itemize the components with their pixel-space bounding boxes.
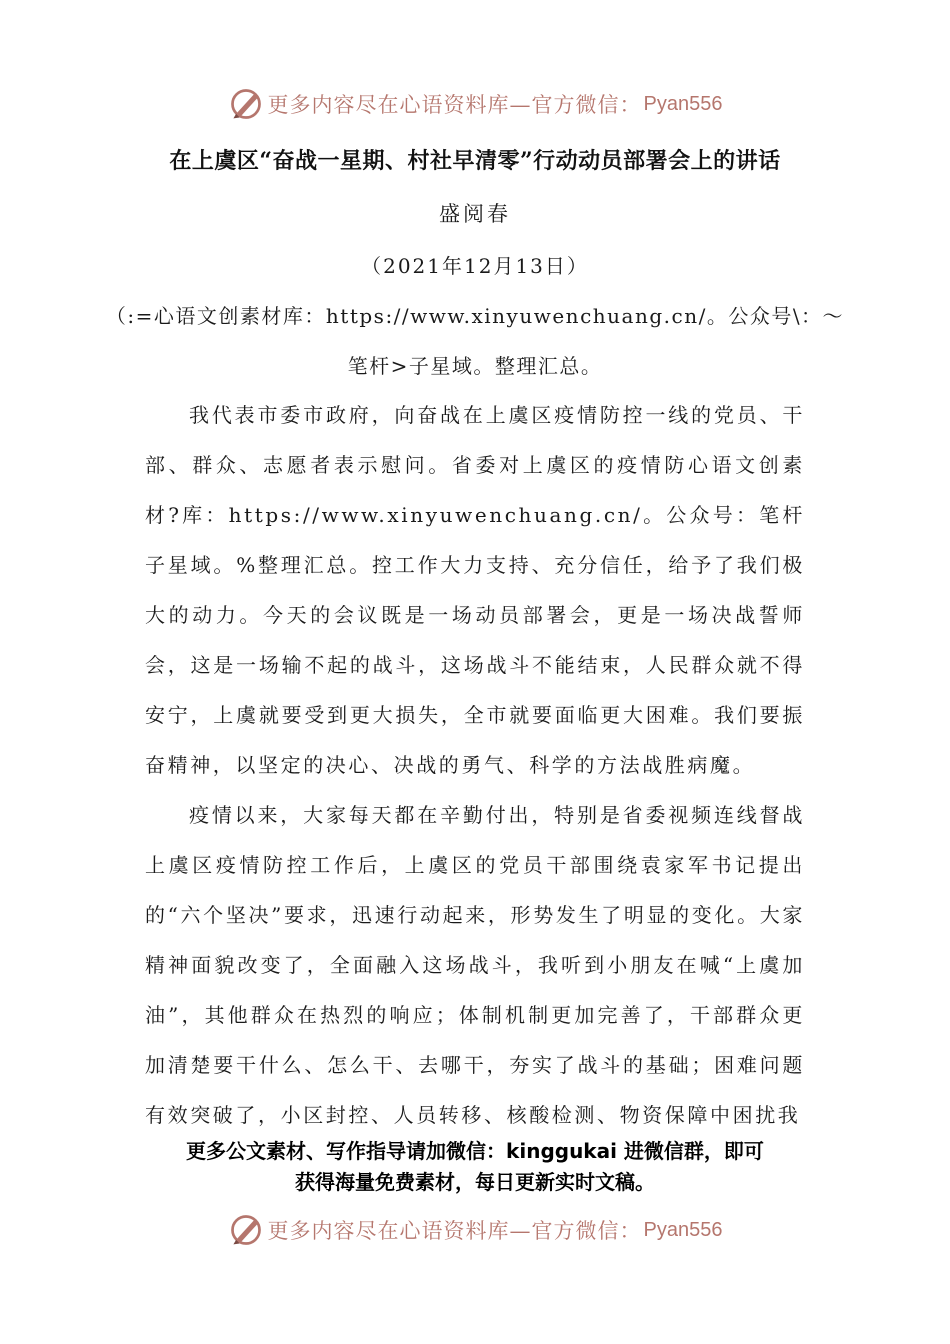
document-title: 在上虞区“奋战一星期、村社早清零”行动动员部署会上的讲话 [169, 148, 781, 174]
paragraph-2: 疫情以来，大家每天都在辛勤付出，特别是省委视频连线督战上虞区疫情防控工作后，上虞区的党员干部围绕袁家军书记提出的“六个坚决”要求，迅速行动起来，形势发生了明显的变化。大家精神面貌改变了，全面融入这场战斗，我听到小朋友在喊“上虞加油”，其他群众在热烈的响应；体制机制更加完善了，干部群众更加清楚要干什么、怎么干、去哪干，夯实了战斗的基础；困难问题有效突破了，小区封控、人员转移、核酸检测、物资保障中困扰我 [145, 803, 805, 1127]
banner-wechat-id: Pyan556 [643, 92, 723, 115]
document-body [145, 390, 805, 1140]
source-line-1: （:=心语文创素材库：https://www.xinyuwenchuang.cn/。公众号\：～ [105, 304, 845, 328]
document-author: 盛阅春 [439, 202, 511, 226]
paragraph-1: 我代表市委市政府，向奋战在上虞区疫情防控一线的党员、干部、群众、志愿者表示慰问。省委对上虞区的疫情防心语文创素材?库：https://www.xinyuwenchuang.cn/。公众号：笔杆子星域。%整理汇总。控工作大力支持、充分信任，给予了我们极大的动力。今天的会议既是一场动员部署会，更是一场决战誓师会，这是一场输不起的战斗，这场战斗不能结束，人民群众就不得安宁，上虞就要受到更大损失，全市就要面临更大困难。我们要振奋精神，以坚定的决心、决战的勇气、科学的方法战胜病魔。 [145, 403, 805, 777]
banner-wechat-id: Pyan556 [643, 1218, 723, 1241]
header-banner [0, 84, 950, 124]
footer-banner [0, 1210, 950, 1250]
banner-text: 更多内容尽在心语资料库—官方微信： [267, 93, 642, 117]
footer-promo-line-1: 更多公文素材、写作指导请加微信：kinggukai 进微信群，即可 [186, 1139, 764, 1163]
footer-promo-line-2: 获得海量免费素材，每日更新实时文稿。 [295, 1170, 655, 1194]
pen-logo-icon [228, 1212, 264, 1248]
banner-text: 更多内容尽在心语资料库—官方微信： [267, 1219, 642, 1243]
document-date: （2021年12月13日） [361, 254, 589, 278]
pen-logo-icon [228, 86, 264, 122]
footer-promo [0, 1136, 950, 1198]
source-line-2: 笔杆>子星域。整理汇总。 [347, 354, 603, 378]
